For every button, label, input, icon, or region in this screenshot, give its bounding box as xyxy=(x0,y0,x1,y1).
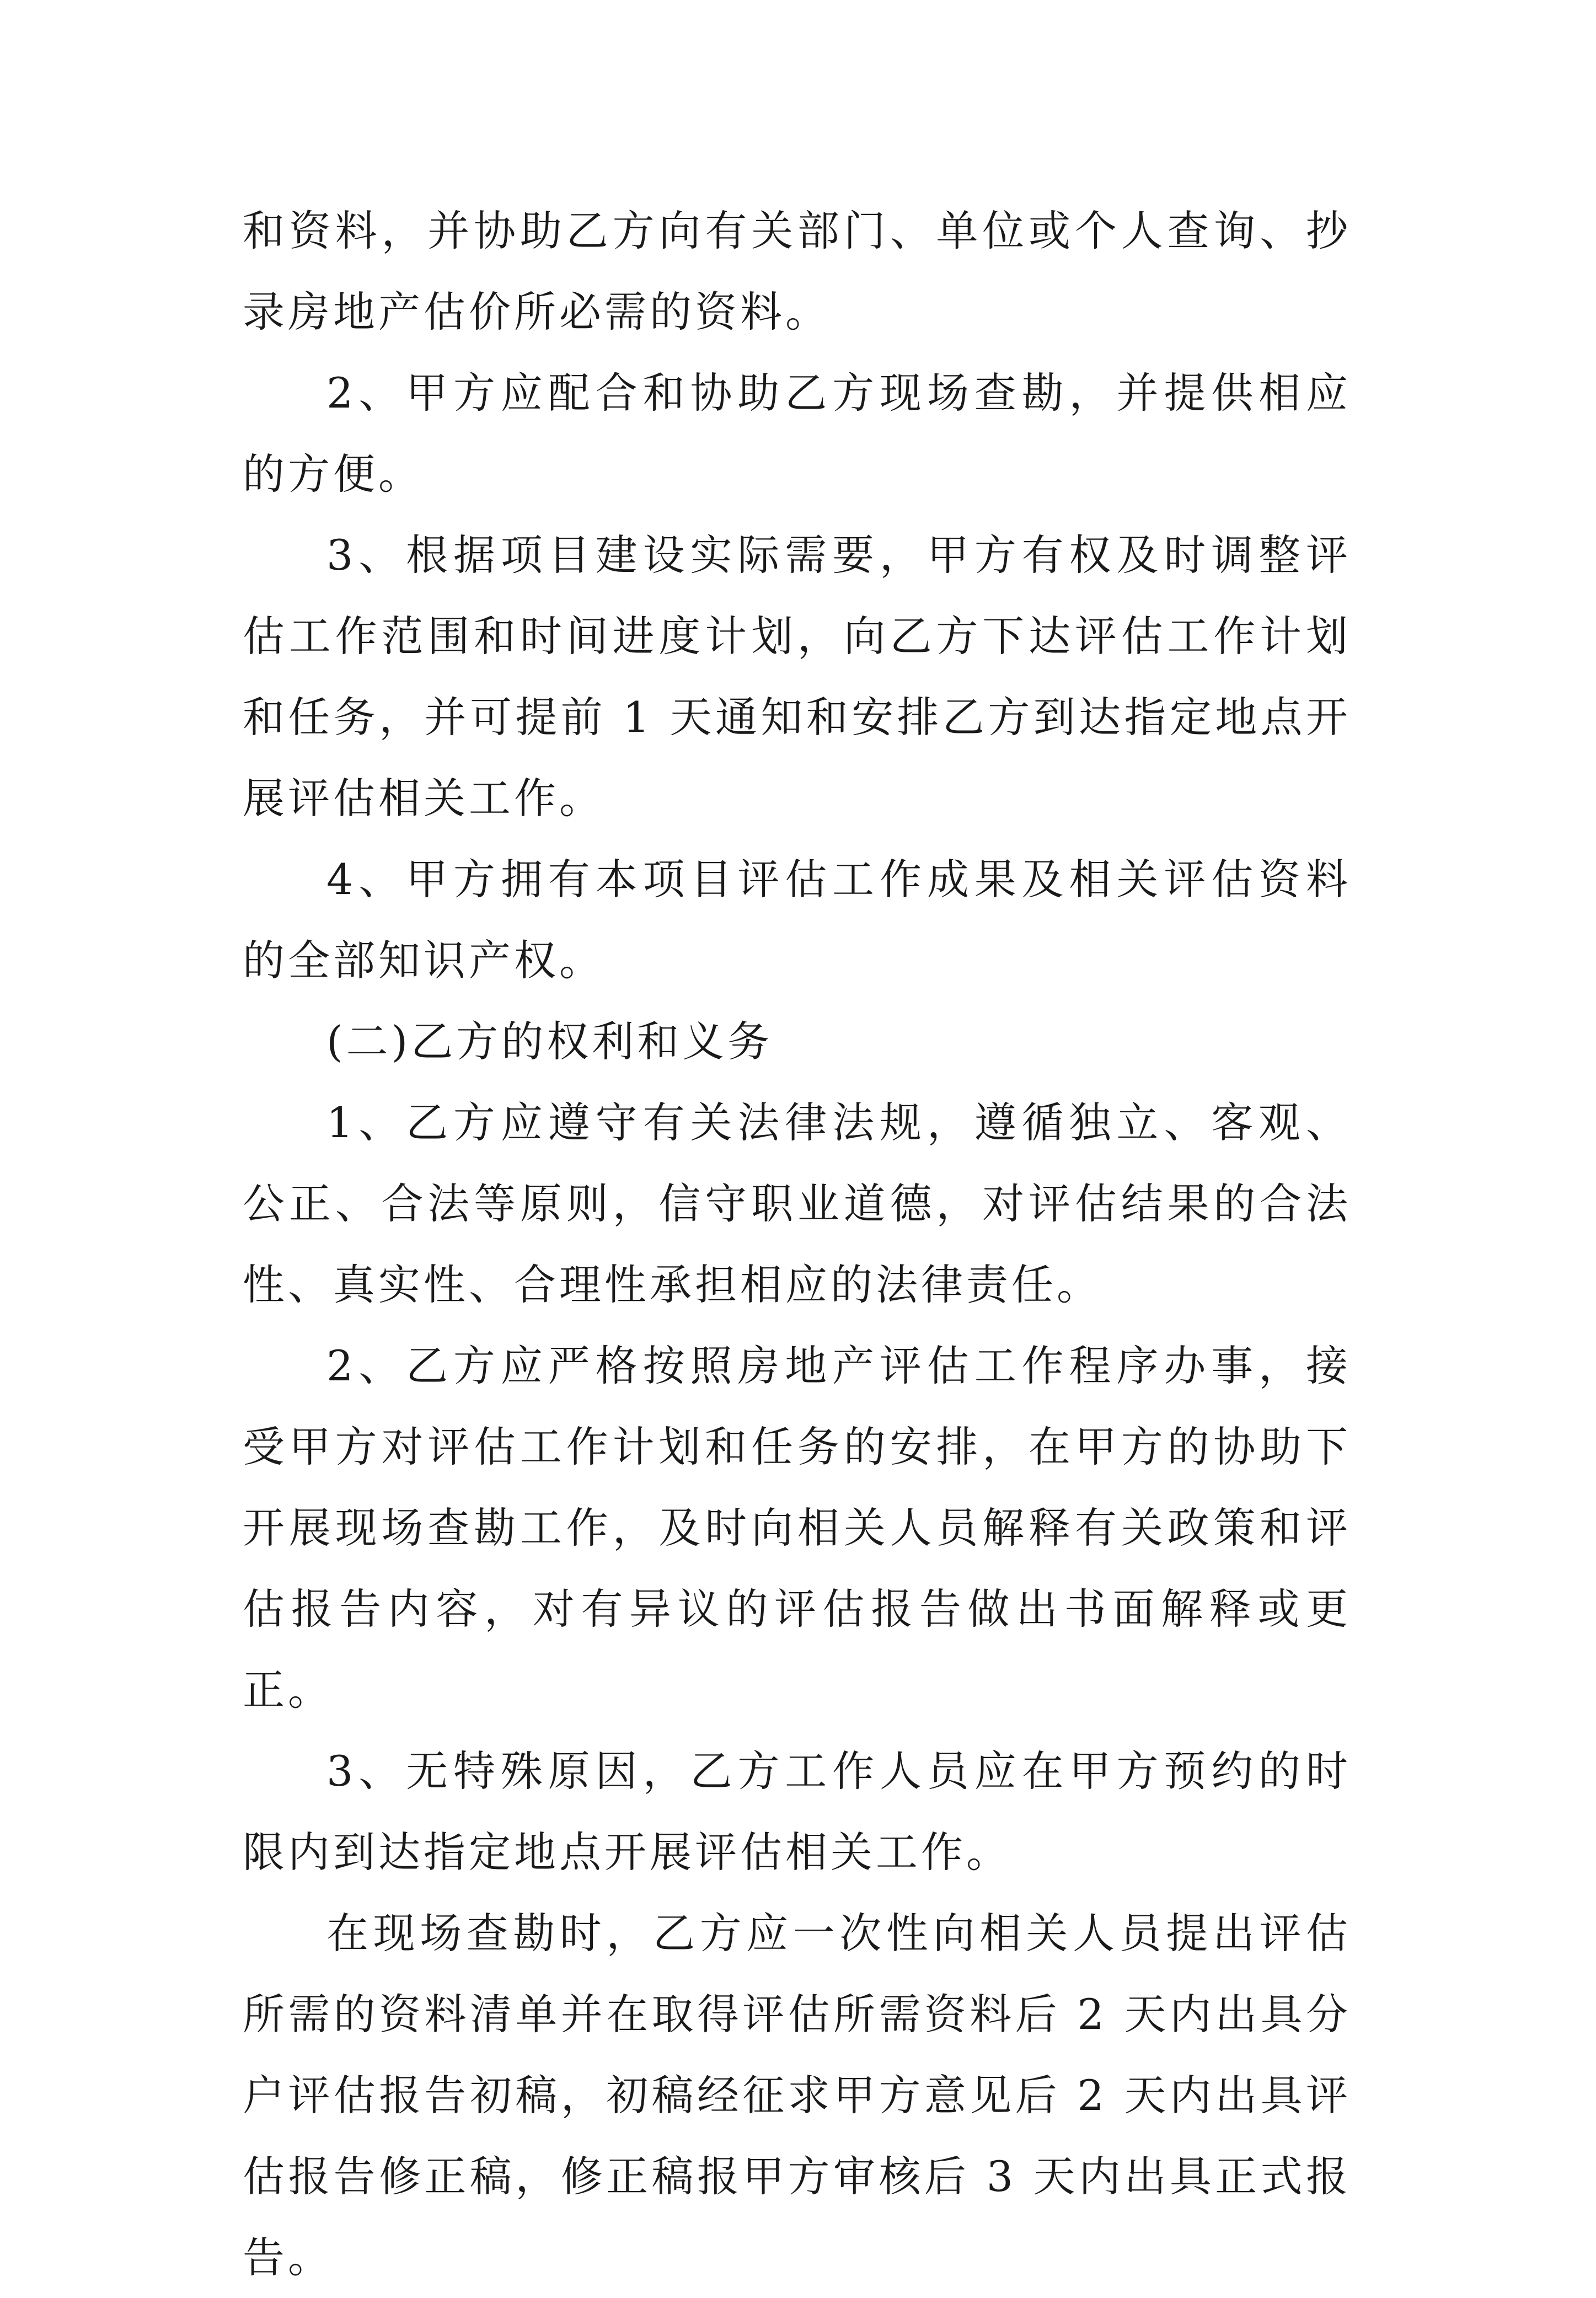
section-heading-party-b-rights: (二)乙方的权利和义务 xyxy=(326,1017,773,1066)
paragraph-party-b-item-1: 1、乙方应遵守有关法律法规，遵循独立、客观、公正、合法等原则，信守职业道德，对评估结果的合法性、真实性、合理性承担相应的法律责任。 xyxy=(243,1098,1351,1309)
paragraph-party-a-item-3: 3、根据项目建设实际需要，甲方有权及时调整评估工作范围和时间进度计划，向乙方下达评估工作计划和任务，并可提前 1 天通知和安排乙方到达指定地点开展评估相关工作。 xyxy=(243,531,1351,823)
paragraph-continued-materials: 和资料，并协助乙方向有关部门、单位或个人查询、抄录房地产估价所必需的资料。 xyxy=(243,206,1351,336)
paragraph-party-b-item-3: 3、无特殊原因，乙方工作人员应在甲方预约的时限内到达指定地点开展评估相关工作。 xyxy=(243,1747,1351,1877)
document-body xyxy=(243,190,1351,2298)
paragraph-party-a-item-2: 2、甲方应配合和协助乙方现场查勘，并提供相应的方便。 xyxy=(243,368,1351,499)
paragraph-onsite-survey: 在现场查勘时，乙方应一次性向相关人员提出评估所需的资料清单并在取得评估所需资料后 2 天内出具分户评估报告初稿，初稿经征求甲方意见后 2 天内出具评估报告修正稿，修正稿报甲方审核后 3 天内出具正式报告。 xyxy=(243,1909,1351,2282)
paragraph-party-b-item-2: 2、乙方应严格按照房地产评估工作程序办事，接受甲方对评估工作计划和任务的安排，在甲方的协助下开展现场查勘工作，及时向相关人员解释有关政策和评估报告内容，对有异议的评估报告做出书面解释或更正。 xyxy=(243,1341,1351,1715)
paragraph-party-a-item-4: 4、甲方拥有本项目评估工作成果及相关评估资料的全部知识产权。 xyxy=(243,855,1351,985)
